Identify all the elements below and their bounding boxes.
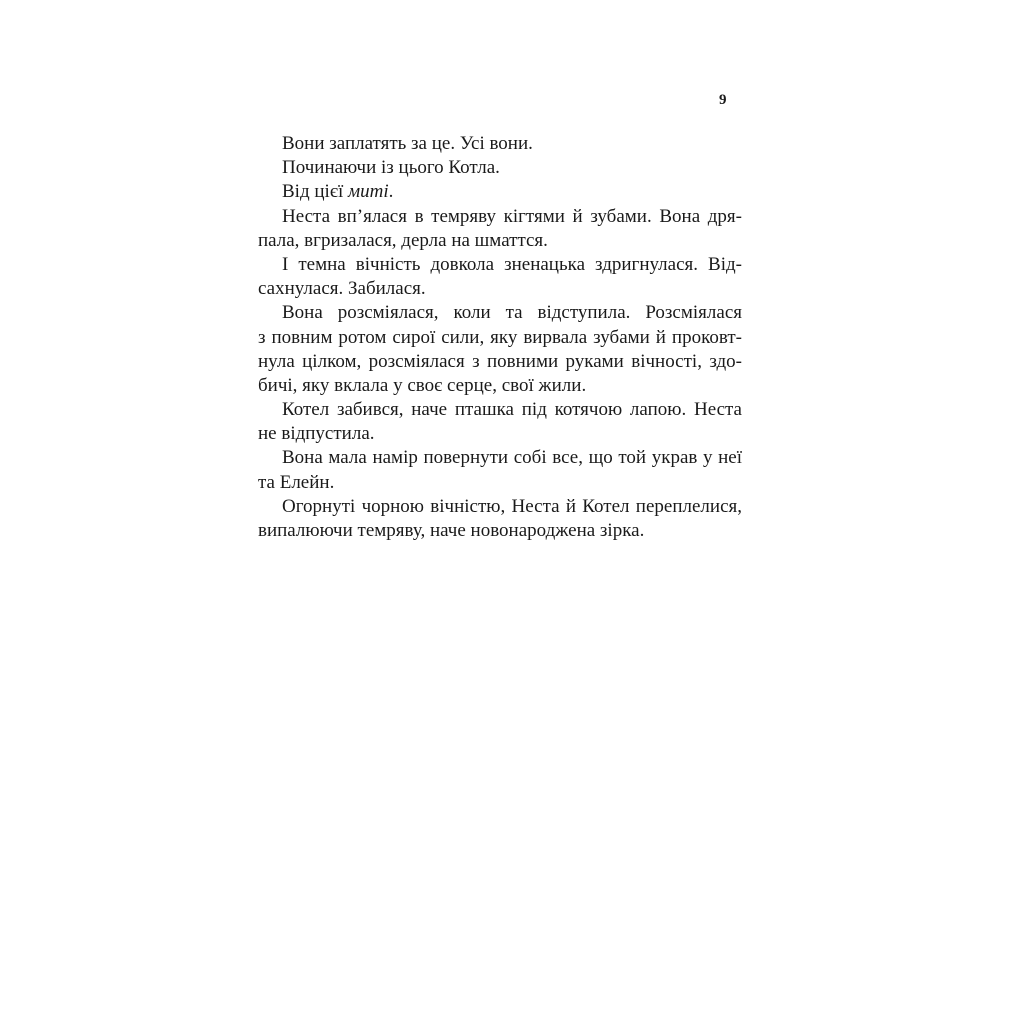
text-line: та Елейн. <box>258 471 335 493</box>
text-span: Від цієї <box>282 181 348 203</box>
text-line <box>258 180 742 204</box>
text-span: . <box>388 181 394 203</box>
text-line: І темна вічність довкола зненацька здригнулася. Від- <box>282 253 742 275</box>
text-line: Неста вп’ялася в темряву кігтями й зубами. Вона дря- <box>282 205 742 227</box>
text-line: Огорнуті чорною вічністю, Неста й Котел переплелися, <box>282 495 742 517</box>
text-line: пала, вгризалася, дерла на шматтся. <box>258 229 548 251</box>
text-line: Вони заплатять за це. Усі вони. <box>282 133 533 154</box>
body-text <box>258 132 742 543</box>
text-line: нула цілком, розсміялася з повними руками вічності, здо- <box>258 350 742 372</box>
text-line: Котел забився, наче пташка під котячою лапою. Неста <box>282 399 742 421</box>
text-line: сахнулася. Забилася. <box>258 278 426 300</box>
text-line: не відпустила. <box>258 423 375 445</box>
text-line: з повним ротом сирої сили, яку вирвала зубами й проковт- <box>258 326 742 348</box>
text-line: бичі, яку вклала у своє серце, свої жили. <box>258 374 587 396</box>
italic-word: миті <box>348 181 389 203</box>
text-line: Починаючи із цього Котла. <box>282 157 500 179</box>
text-line: Вона мала намір повернути собі все, що той украв у неї <box>282 447 742 469</box>
page-number: 9 <box>719 92 727 108</box>
text-line: Вона розсміялася, коли та відступила. Розсміялася <box>282 302 742 324</box>
text-line: випалюючи темряву, наче новонароджена зірка. <box>258 520 645 541</box>
